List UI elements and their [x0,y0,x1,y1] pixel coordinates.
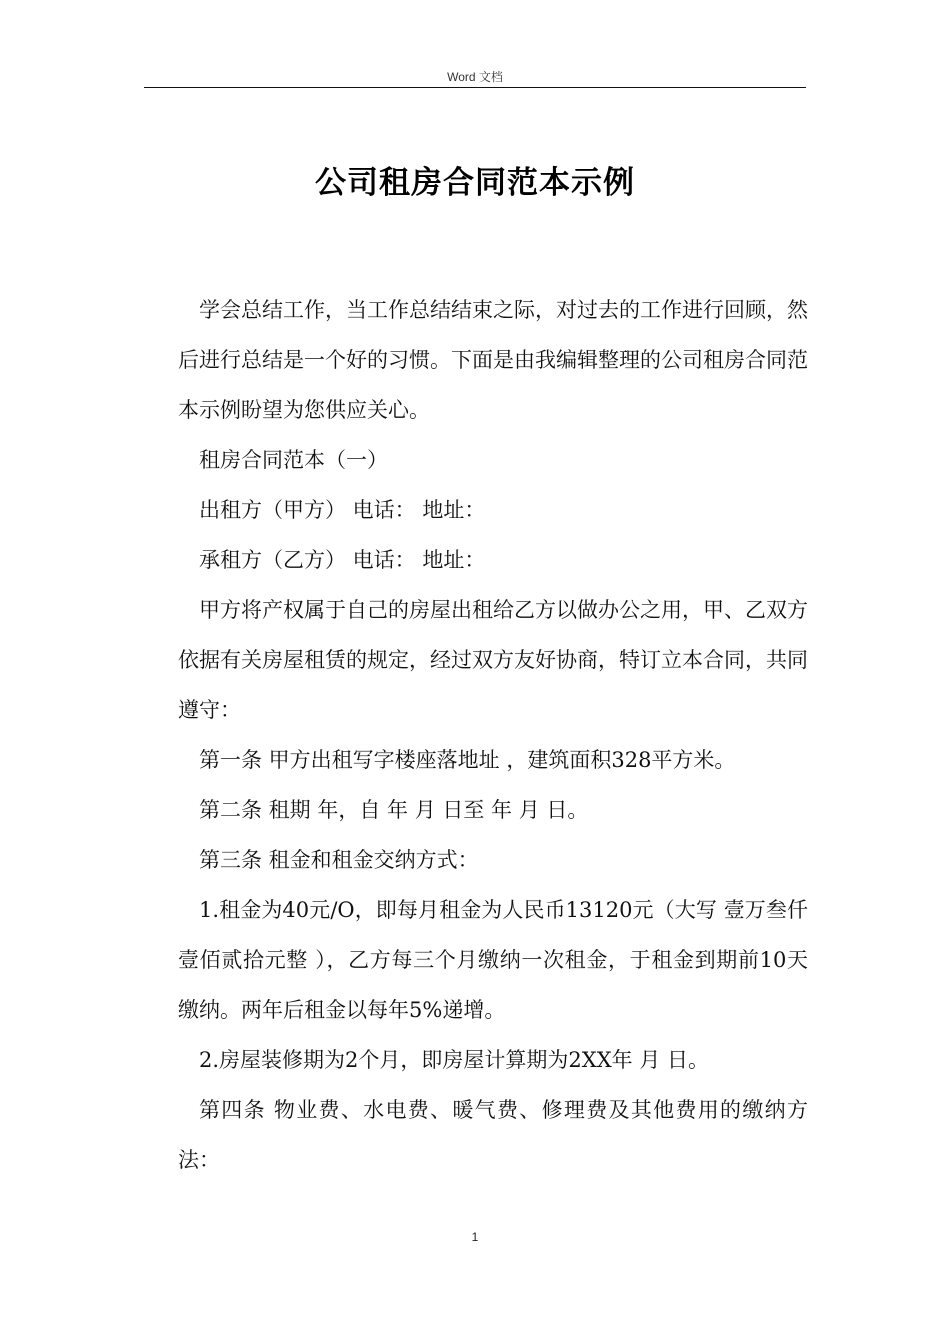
paragraph-preamble: 甲方将产权属于自己的房屋出租给乙方以做办公之用，甲、乙双方依据有关房屋租赁的规定，经过双方友好协商，特订立本合同，共同遵守： [178,598,808,722]
paragraph-article-2: 第二条 租期 年，自 年 月 日至 年 月 日。 [199,798,589,822]
document-body [178,285,808,1185]
paragraph-article-3: 第三条 租金和租金交纳方式： [199,848,479,872]
paragraph-section-heading: 租房合同范本（一） [199,448,388,472]
header-divider [144,87,806,88]
paragraph-article-1: 第一条 甲方出租写字楼座落地址 ，建筑面积328平方米。 [199,748,736,772]
document-title: 公司租房合同范本示例 [315,165,635,201]
paragraph-article-3-item-2: 2.房屋装修期为2个月，即房屋计算期为2XX年 月 日。 [199,1048,710,1072]
paragraph-intro: 学会总结工作，当工作总结结束之际，对过去的工作进行回顾，然后进行总结是一个好的习惯。下面是由我编辑整理的公司租房合同范本示例盼望为您供应关心。 [178,298,808,422]
paragraph-article-3-item-1: 1.租金为40元/O，即每月租金为人民币13120元（大写 壹万叁仟壹佰贰拾元整 ），乙方每三个月缴纳一次租金，于租金到期前10天缴纳。两年后租金以每年5%递增。 [178,898,808,1022]
paragraph-article-4: 第四条 物业费、水电费、暖气费、修理费及其他费用的缴纳方法： [178,1098,808,1172]
paragraph-lessor: 出租方（甲方） 电话： 地址： [199,498,486,522]
page-number: 1 [471,1230,479,1244]
paragraph-lessee: 承租方（乙方） 电话： 地址： [199,548,486,572]
page-header: Word 文档 [447,70,503,84]
